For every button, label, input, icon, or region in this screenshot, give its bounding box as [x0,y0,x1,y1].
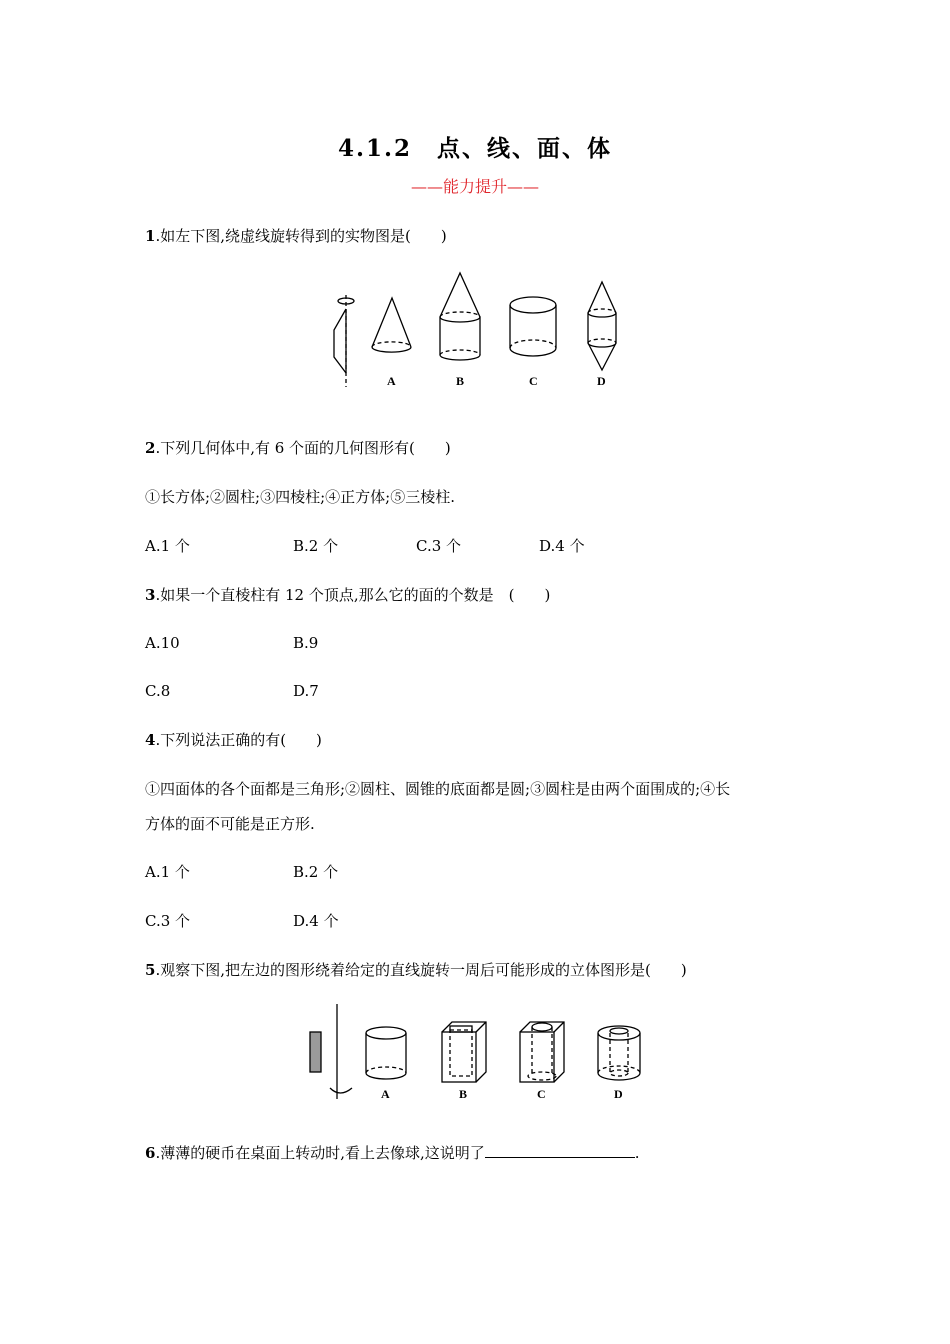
question-2 [145,438,451,458]
figure-label-b: B [456,374,465,388]
question-text: .下列几何体中,有 6 个面的几何图形有( ) [155,439,451,457]
figure-label-b: B [459,1087,468,1101]
question-text: .下列说法正确的有( ) [155,731,322,749]
rotation-arrow-icon [330,1088,352,1093]
cone-figure-a [372,298,411,352]
option-c: C.8 [145,682,171,700]
option-d: D.4 个 [539,537,585,555]
rectangle-shape [310,1032,321,1072]
section-subtitle: ——能力提升—— [410,177,539,196]
rotation-shape [334,295,354,387]
question-text: .观察下图,把左边的图形绕着给定的直线旋转一周后可能形成的立体图形是( ) [155,961,687,979]
question-text: .如果一个直棱柱有 12 个顶点,那么它的面的个数是 ( ) [155,586,551,604]
question-5-figure [290,1000,660,1105]
hollow-cylinder-figure-d [598,1026,640,1080]
figure-label-d: D [614,1087,623,1101]
option-c: C.3 个 [145,912,191,930]
question-number: 2 [145,439,156,457]
question-number: 6 [145,1144,156,1162]
option-d: D.4 个 [293,912,339,930]
cylinder-figure-a [366,1027,406,1079]
question-4-stem-line2: 方体的面不可能是正方形. [145,815,315,833]
double-cone-cylinder-figure-d [588,282,616,370]
question-number: 1 [145,227,156,245]
figure-label-c: C [537,1087,546,1101]
page-title: 4.1.2 点、线、面、体 [337,135,613,162]
question-3 [145,585,550,605]
question-4-stem-line1: ①四面体的各个面都是三角形;②圆柱、圆锥的底面都是圆;③圆柱是由两个面围成的;④长 [145,780,731,798]
hollow-box-figure-b [442,1022,486,1082]
question-2-stem: ①长方体;②圆柱;③四棱柱;④正方体;⑤三棱柱. [145,488,455,506]
option-d: D.7 [293,682,319,700]
box-with-cylinder-hole-figure-c [520,1022,564,1082]
question-4 [145,730,322,750]
cone-cylinder-figure-b [440,273,480,360]
question-number: 4 [145,731,156,749]
option-b: B.2 个 [293,863,339,881]
option-c: C.3 个 [416,537,462,555]
question-tail: . [634,1144,640,1162]
option-a: A.1 个 [145,537,190,555]
figure-label-a: A [387,374,396,388]
option-a: A.1 个 [145,863,190,881]
question-number: 5 [145,961,156,979]
option-b: B.9 [293,634,319,652]
figure-label-d: D [597,374,606,388]
question-1-figure [320,265,630,395]
question-6 [145,1143,640,1163]
cylinder-figure-c [510,297,556,356]
question-text: .薄薄的硬币在桌面上转动时,看上去像球,这说明了 [155,1144,485,1162]
figure-label-c: C [529,374,538,388]
option-a: A.10 [145,634,180,652]
figure-label-a: A [381,1087,390,1101]
question-number: 3 [145,586,156,604]
question-5 [145,960,687,980]
answer-blank[interactable] [485,1143,635,1158]
option-b: B.2 个 [293,537,339,555]
question-text: .如左下图,绕虚线旋转得到的实物图是( ) [155,227,447,245]
question-1 [145,226,447,246]
